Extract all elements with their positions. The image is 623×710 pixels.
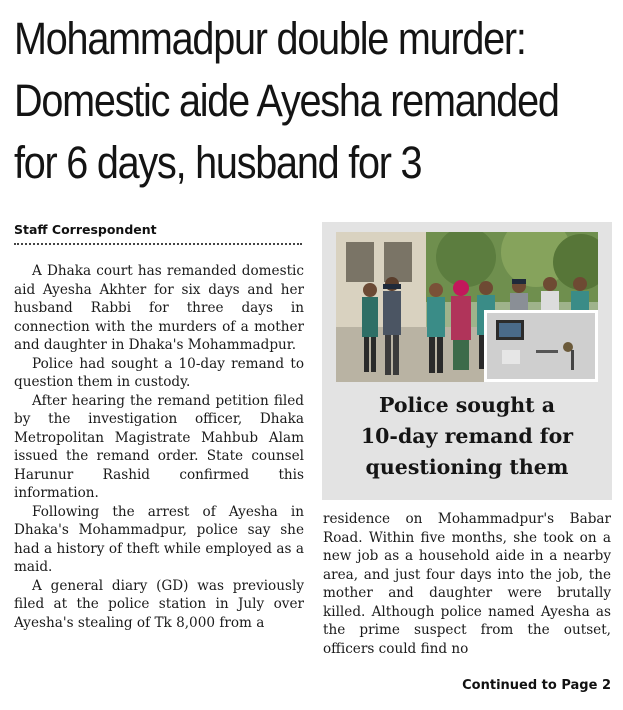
paragraph-3: After hearing the remand petition filed by the investigation officer, Dhaka Metropolitan Magistrate Mahbub Alam issued the remand order. State counsel Harunur Rashid confirmed this information.	[14, 392, 304, 501]
caption-line-2: 10-day remand for	[360, 424, 574, 448]
news-photo	[336, 232, 598, 382]
headline	[14, 8, 559, 194]
paragraph-1: A Dhaka court has remanded domestic aid Ayesha Akhter for six days and her husband Rabbi for three days in connection with the murders of a mother and daughter in Dhaka's Mohammadpur.	[14, 263, 304, 353]
article-column-1	[14, 262, 304, 632]
photo-caption	[322, 390, 612, 483]
caption-line-1: Police sought a	[378, 393, 556, 417]
paragraph-4: Following the arrest of Ayesha in Dhaka's Mohammadpur, police say she had a history of theft while employed as a maid.	[14, 503, 304, 575]
paragraph-6: residence on Mohammadpur's Babar Road. Within five months, she took on a new job as a household aide in a nearby area, and just four days into the job, the mother and daughter were brutally killed. Although police named Ayesha as the prime suspect from the outset, officers could find no	[323, 511, 611, 657]
news-photo-illustration	[336, 232, 598, 382]
headline-line-3: for 6 days, husband for 3	[14, 137, 422, 188]
paragraph-5: A general diary (GD) was previously filed at the police station in July over Ayesha's stealing of Tk 8,000 from a	[14, 577, 304, 631]
byline-divider	[14, 243, 302, 245]
byline: Staff Correspondent	[14, 222, 157, 237]
headline-line-1: Mohammadpur double murder:	[14, 13, 526, 64]
caption-line-3: questioning them	[365, 455, 569, 479]
paragraph-2: Police had sought a 10-day remand to question them in custody.	[14, 355, 304, 390]
continued-link[interactable]: Continued to Page 2	[462, 678, 611, 693]
photo-box	[322, 222, 612, 500]
headline-line-2: Domestic aide Ayesha remanded	[14, 75, 559, 126]
article-column-2	[323, 510, 611, 658]
